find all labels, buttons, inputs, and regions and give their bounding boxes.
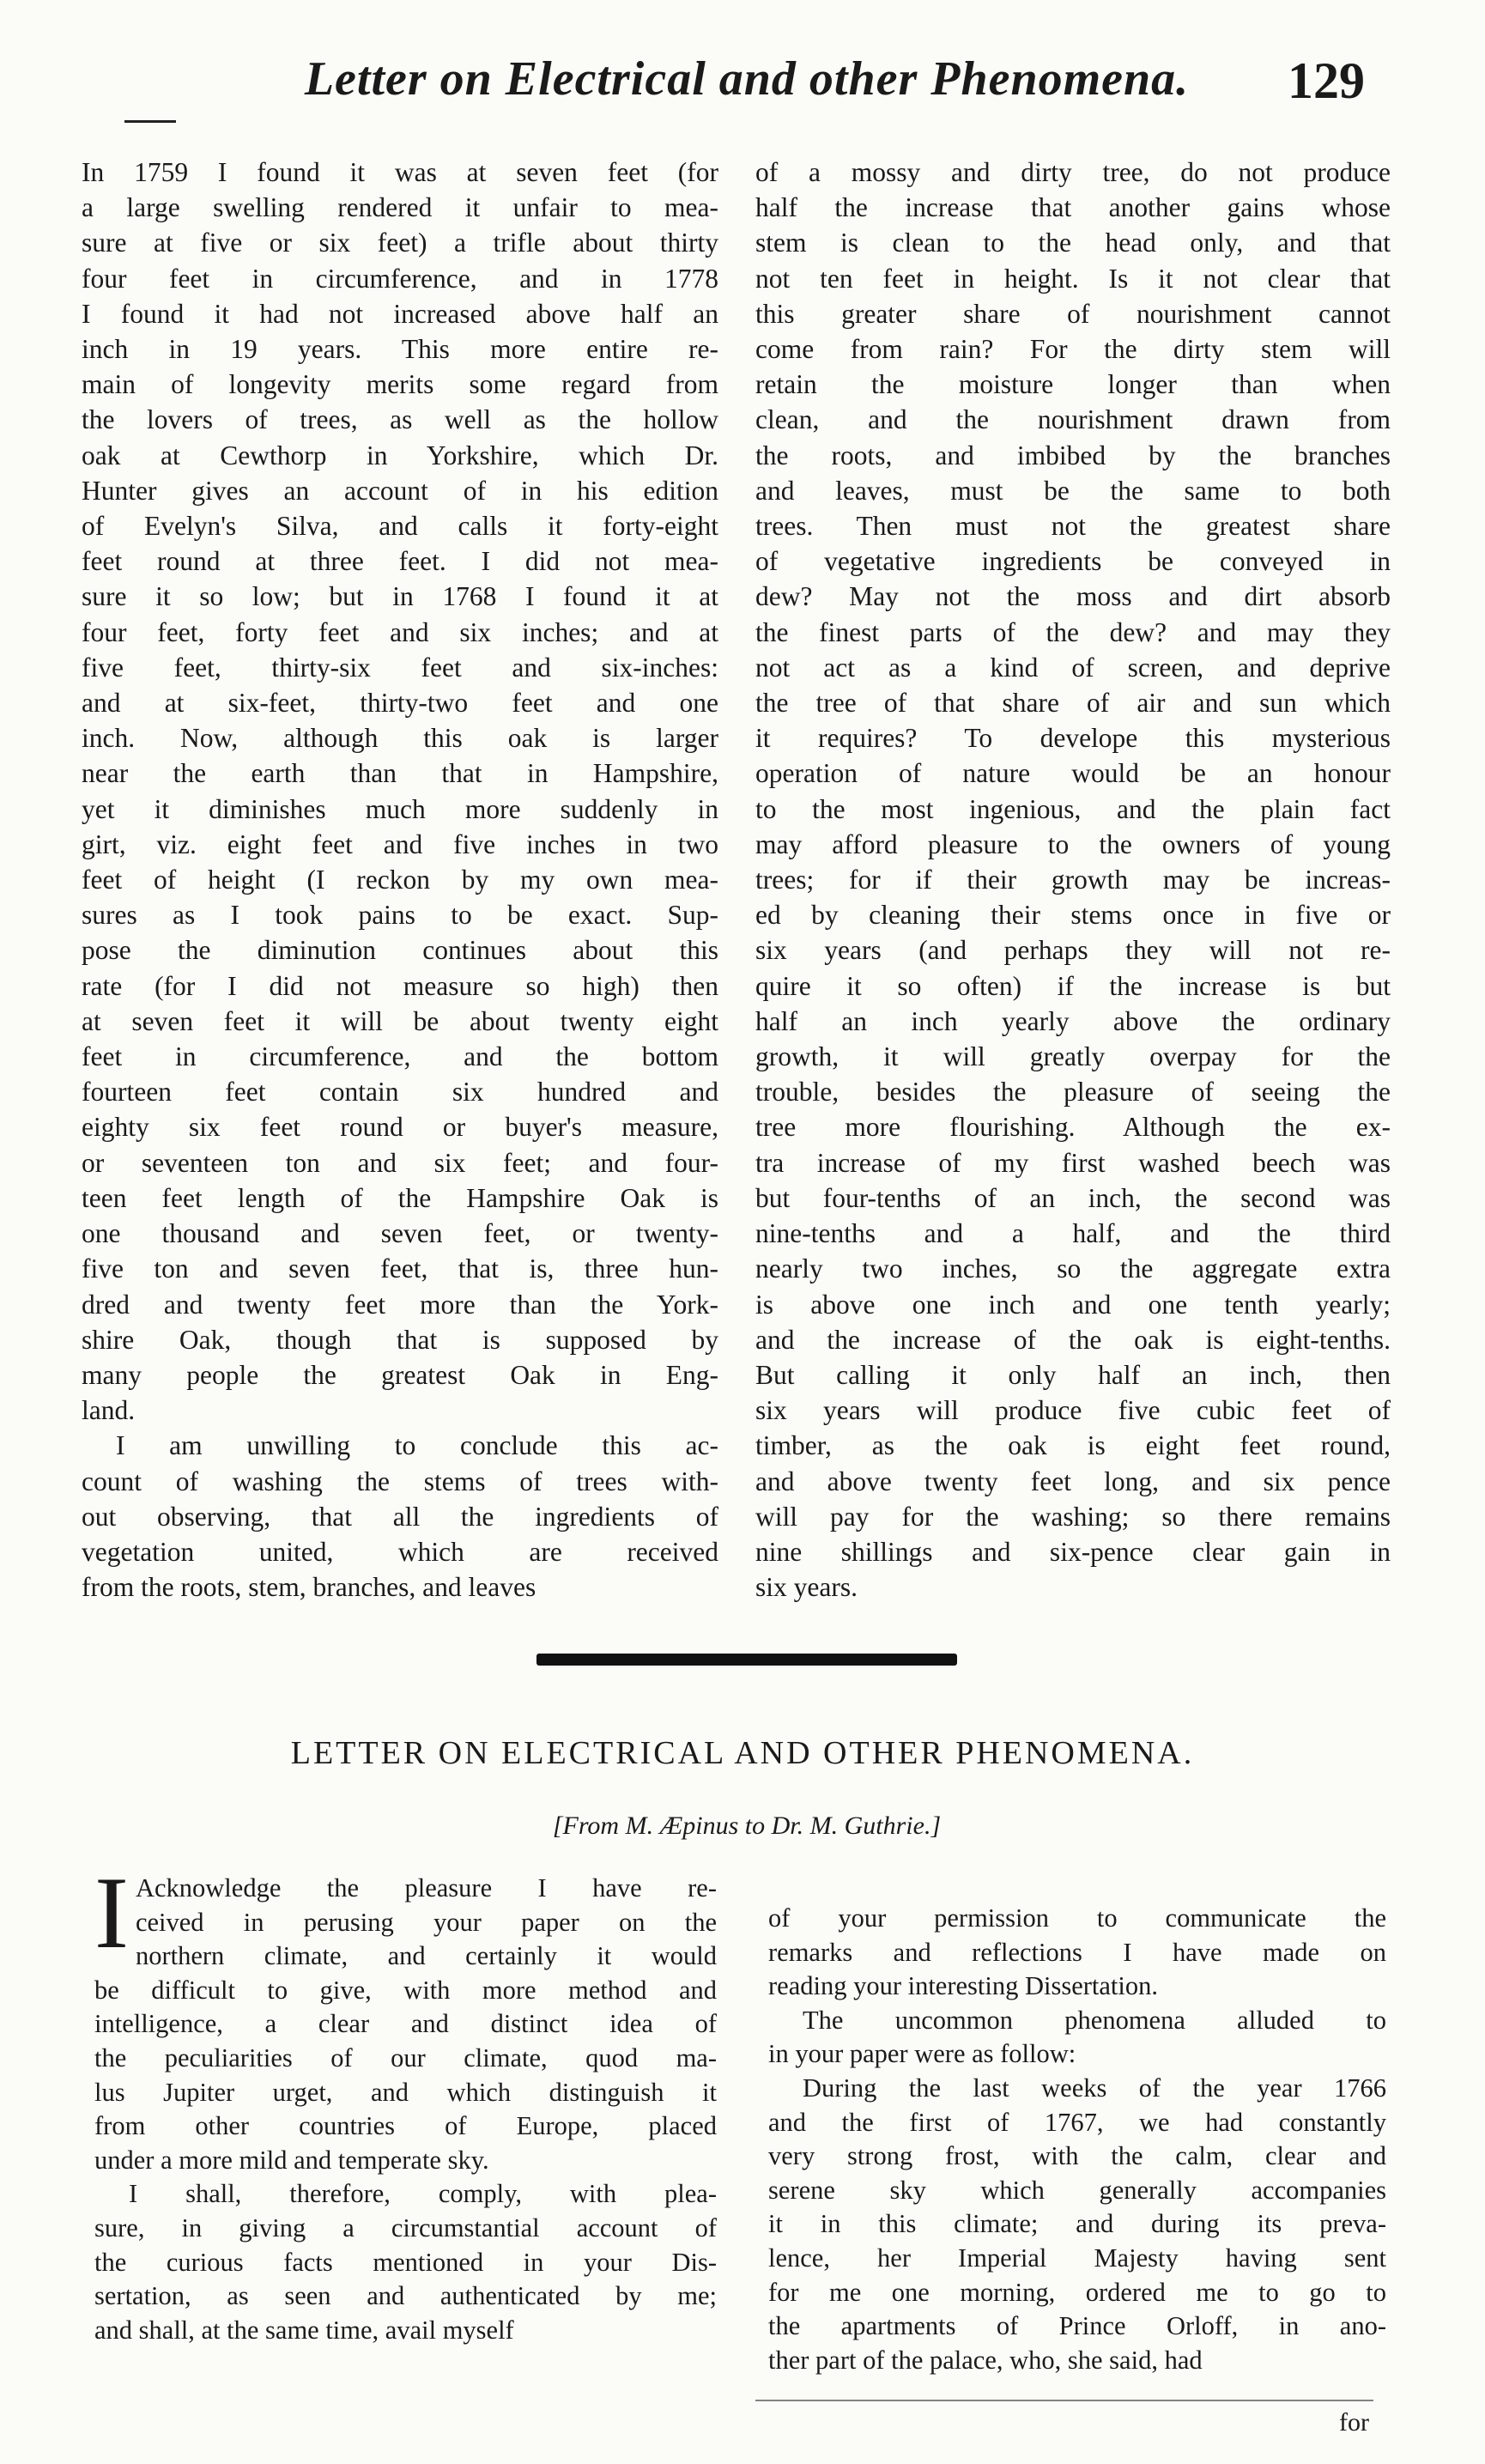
text-line: not ten feet in height. Is it not clear that [755,263,1391,294]
text-line: is above one inch and one tenth yearly; [755,1289,1391,1320]
text-line: pose the diminution continues about this [82,935,718,966]
section-divider [536,1654,957,1666]
text-line: the lovers of trees, as well as the hollow [82,404,718,435]
text-line: may afford pleasure to the owners of young [755,828,1391,859]
text-line: six years (and perhaps they will not re- [755,935,1391,966]
top-left-column [82,155,718,1605]
text-line: the finest parts of the dew? and may they [755,616,1391,647]
text-line: but four-tenths of an inch, the second was [755,1182,1391,1213]
text-line: operation of nature would be an honour [755,758,1391,789]
text-line: and above twenty feet long, and six pence [755,1466,1391,1496]
text-line: trouble, besides the pleasure of seeing the [755,1077,1391,1108]
text-line: clean, and the nourishment drawn from [755,404,1391,435]
text-line: it requires? To develope this mysterious [755,723,1391,754]
bottom-right-column [768,1902,1386,2377]
text-line: six years will produce five cubic feet of [755,1395,1391,1426]
text-line: stem is clean to the head only, and that [755,228,1391,258]
text-line: I shall, therefore, comply, with plea- [129,2179,717,2209]
text-line: northern climate, and certainly it would [135,1941,717,1971]
running-head: Letter on Electrical and other Phenomena. [304,52,1190,106]
text-line: the roots, and imbibed by the branches [755,440,1391,470]
text-line: the curious facts mentioned in your Dis- [94,2247,717,2277]
text-line: of a mossy and dirty tree, do not produce [755,157,1391,187]
text-line: one thousand and seven feet, or twenty- [82,1218,718,1249]
text-line: will pay for the washing; so there remains [755,1501,1391,1532]
text-line: five feet, thirty-six feet and six-inches: [82,652,718,683]
text-line: shire Oak, though that is supposed by [82,1324,718,1355]
article-byline: [From M. Æpinus to Dr. M. Guthrie.] [552,1812,942,1840]
text-line: come from rain? For the dirty stem will [755,334,1391,365]
text-line: in your paper were as follow: [768,2039,1076,2069]
text-line: feet in circumference, and the bottom [82,1041,718,1072]
text-line: inch in 19 years. This more entire re- [82,334,718,365]
text-line: four feet, forty feet and six inches; and at [82,616,718,647]
text-line: During the last weeks of the year 1766 [803,2073,1386,2103]
page-number: 129 [1288,52,1365,109]
text-line: girt, viz. eight feet and five inches in two [82,828,718,859]
text-line: count of washing the stems of trees with- [82,1466,718,1496]
text-line: sure at five or six feet) a trifle about thirty [82,228,718,258]
text-line: under a more mild and temperate sky. [94,2145,489,2175]
text-line: But calling it only half an inch, then [755,1359,1391,1390]
text-line: a large swelling rendered it unfair to mea- [82,192,718,223]
text-line: of vegetative ingredients be conveyed in [755,546,1391,577]
header-rule [124,120,176,123]
text-line: serene sky which generally accompanies [768,2175,1386,2205]
text-line: feet round at three feet. I did not mea- [82,546,718,577]
text-line: intelligence, a clear and distinct idea of [94,2009,717,2039]
article-title: LETTER ON ELECTRICAL AND OTHER PHENOMENA. [290,1735,1195,1771]
text-line: and at six-feet, thirty-two feet and one [82,688,718,719]
text-line: of Evelyn's Silva, and calls it forty-eight [82,511,718,542]
text-line: this greater share of nourishment cannot [755,298,1391,329]
text-line: ceived in perusing your paper on the [135,1907,717,1937]
text-line: it in this climate; and during its preva- [768,2209,1386,2239]
text-line: nearly two inches, so the aggregate extra [755,1253,1391,1284]
text-line: sertation, as seen and authenticated by me; [94,2281,717,2311]
text-line: lus Jupiter urget, and which distinguish it [94,2077,717,2107]
text-line: remarks and reflections I have made on [768,1937,1386,1967]
text-line: trees. Then must not the greatest share [755,511,1391,542]
text-line: eighty six feet round or buyer's measure, [82,1112,718,1143]
text-line: sure, in giving a circumstantial account of [94,2212,717,2242]
text-line: many people the greatest Oak in Eng- [82,1359,718,1390]
text-line: lence, her Imperial Majesty having sent [768,2242,1386,2273]
drop-cap: I [94,1855,129,1969]
text-line: tra increase of my first washed beech was [755,1147,1391,1178]
top-right-column [755,155,1391,1605]
text-line: vegetation united, which are received [82,1536,718,1567]
text-line: very strong frost, with the calm, clear and [768,2141,1386,2171]
text-line: and the first of 1767, we had constantly [768,2107,1386,2137]
text-line: oak at Cewthorp in Yorkshire, which Dr. [82,440,718,470]
text-line: six years. [755,1572,858,1603]
text-line: ther part of the palace, who, she said, had [768,2345,1203,2375]
text-line: In 1759 I found it was at seven feet (for [82,157,718,187]
text-line: dred and twenty feet more than the York- [82,1289,718,1320]
text-line: near the earth than that in Hampshire, [82,758,718,789]
text-line: growth, it will greatly overpay for the [755,1041,1391,1072]
text-line: ed by cleaning their stems once in five or [755,900,1391,931]
text-line: the apartments of Prince Orloff, in ano- [768,2311,1386,2341]
text-line: and the increase of the oak is eight-tenths. [755,1324,1391,1355]
catchword: for [1339,2408,1369,2437]
text-line: sure it so low; but in 1768 I found it at [82,581,718,612]
text-line: main of longevity merits some regard from [82,369,718,400]
text-line: inch. Now, although this oak is larger [82,723,718,754]
text-line: the peculiarities of our climate, quod ma- [94,2042,717,2073]
footer-rule [755,2400,1373,2401]
text-line: or seventeen ton and six feet; and four- [82,1147,718,1178]
text-line: trees; for if their growth may be increas- [755,865,1391,895]
text-line: of your permission to communicate the [768,1903,1386,1933]
text-line: land. [82,1395,136,1426]
text-line: I am unwilling to conclude this ac- [116,1430,718,1461]
text-line: The uncommon phenomena alluded to [803,2005,1386,2035]
text-line: not act as a kind of screen, and deprive [755,652,1391,683]
bottom-left-column [94,1855,717,2347]
text-line: Acknowledge the pleasure I have re- [135,1873,717,1903]
text-line: sures as I took pains to be exact. Sup- [82,900,718,931]
text-line: from other countries of Europe, placed [94,2111,717,2141]
text-line: feet of height (I reckon by my own mea- [82,865,718,895]
text-line: out observing, that all the ingredients of [82,1501,718,1532]
text-line: at seven feet it will be about twenty eight [82,1005,718,1036]
text-line: fourteen feet contain six hundred and [82,1077,718,1108]
text-line: tree more flourishing. Although the ex- [755,1112,1391,1143]
text-line: yet it diminishes much more suddenly in [82,793,718,824]
text-line: be difficult to give, with more method and [94,1975,717,2005]
text-line: for me one morning, ordered me to go to [768,2277,1386,2307]
text-line: I found it had not increased above half an [82,298,718,329]
text-line: nine shillings and six-pence clear gain in [755,1536,1391,1567]
text-line: retain the moisture longer than when [755,369,1391,400]
text-line: to the most ingenious, and the plain fact [755,793,1391,824]
text-line: nine-tenths and a half, and the third [755,1218,1391,1249]
text-line: dew? May not the moss and dirt absorb [755,581,1391,612]
text-line: and shall, at the same time, avail myself [94,2315,514,2345]
text-line: four feet in circumference, and in 1778 [82,263,718,294]
text-line: half an inch yearly above the ordinary [755,1005,1391,1036]
text-line: half the increase that another gains whose [755,192,1391,223]
text-line: Hunter gives an account of in his edition [82,475,718,506]
text-line: teen feet length of the Hampshire Oak is [82,1182,718,1213]
text-line: and leaves, must be the same to both [755,475,1391,506]
text-line: quire it so often) if the increase is but [755,970,1391,1001]
text-line: the tree of that share of air and sun which [755,688,1391,719]
text-line: from the roots, stem, branches, and leaves [82,1572,536,1603]
text-line: rate (for I did not measure so high) then [82,970,718,1001]
text-line: five ton and seven feet, that is, three hun- [82,1253,718,1284]
text-line: reading your interesting Dissertation. [768,1971,1159,2001]
text-line: timber, as the oak is eight feet round, [755,1430,1391,1461]
